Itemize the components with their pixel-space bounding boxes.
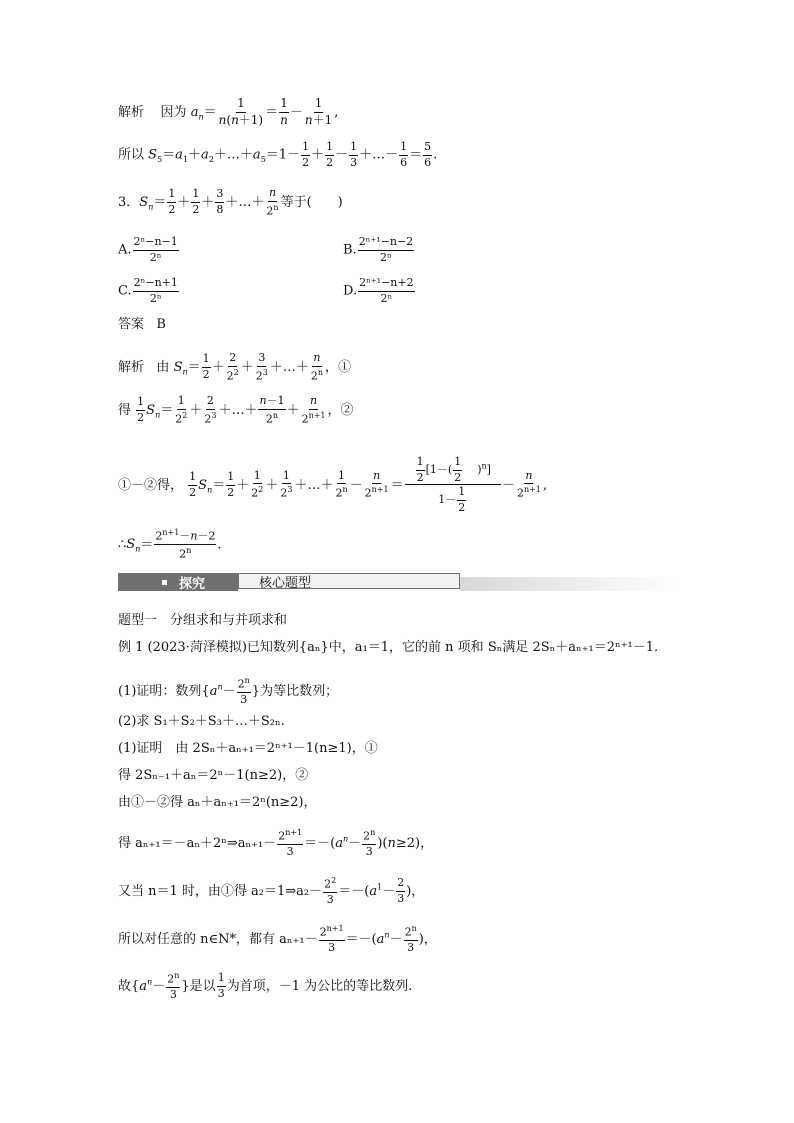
analysis-step-3: ①－②得， $\frac{1}{2}$ $S_n=$ $\frac{1}{2}$ ＋ $\frac{1}{2^2}$ ＋ $\frac{1}{2^3}$ ＋…＋ $\frac{1}{2^n}$ － $\frac{n}{2^{n+1}}$ ＝ $\frac{1}{2}$ [1－( $\frac{1}{2}$ )$^n$] 1－ $\frac{1}{2}$ － $\frac{n}{2^{n+1}}$ ,	[118, 455, 548, 514]
analysis-step-4: $\therefore S_n=$ $\frac{2^{n+1}-n-2}{2^n}$ .	[118, 528, 222, 561]
section-banner	[118, 573, 678, 591]
option-a[interactable]: A. $\frac{\text{2ⁿ−n−1}}{\text{2ⁿ}}$	[118, 235, 178, 264]
proof-line-7: 故{$a^n-$ $\frac{2^n}{3}$ }是以 $\frac{1}{3}$ 为首项，－1 为公比的等比数列.	[118, 971, 413, 1002]
question-number: 3．	[118, 194, 140, 210]
analysis-label: 解析	[118, 104, 145, 120]
square-bullet-icon	[162, 580, 167, 585]
part-1: (1)证明：数列{$a^n-$ $\frac{2^n}{3}$ }为等比数列；	[118, 676, 339, 707]
proof-line-1: (1)证明 由 2Sₙ＋aₙ₊₁＝2ⁿ⁺¹－1(n≥1)，①	[118, 741, 378, 756]
banner-gradient-rule	[460, 577, 678, 591]
analysis-step-1: 解析 由 $S_n=$ $\frac{1}{2}$ ＋ $\frac{2}{2^2}$ ＋ $\frac{3}{2^3}$ ＋…＋ $\frac{n}{2^n}$ ，①	[118, 351, 352, 383]
solution-line-2: 所以 $S_5=a_1+a_2+\dots+a_5=1-$ $\frac{1}{2}$ ＋ $\frac{1}{2}$ － $\frac{1}{3}$ ＋…－ $\frac{1}{6}$ ＝ $\frac{5}{6}$ .	[118, 140, 438, 169]
question-3-stem: 3．$S_n=$ $\frac{1}{2}$ ＋ $\frac{1}{2}$ ＋ $\frac{3}{8}$ ＋…＋ $\frac{n}{2^n}$ 等于( )	[118, 186, 343, 218]
banner-dark-tab: 探究	[118, 573, 238, 591]
analysis-step-2: 得 $\frac{1}{2}$ $S_n=$ $\frac{1}{2^2}$ ＋ $\frac{2}{2^3}$ ＋…＋ $\frac{n-1}{2^n}$ ＋ $\frac{n}{2^{n+1}}$ ，②	[118, 394, 354, 426]
proof-line-6: 所以对任意的 n∈N*，都有 aₙ₊₁－ $\frac{2^{n+1}}{3}$ $=-(a^n-$ $\frac{2^n}{3}$ )，	[118, 924, 437, 955]
option-c[interactable]: C. $\frac{\text{2ⁿ−n+1}}{\text{2ⁿ}}$	[118, 276, 178, 305]
answer-line: 答案 B	[118, 317, 166, 332]
proof-line-4: 得 aₙ₊₁＝－aₙ＋2ⁿ⇒aₙ₊₁－ $\frac{2^{n+1}}{3}$ $=-(a^n-$ $\frac{2^n}{3}$ )(n≥2)，	[118, 828, 434, 859]
part-2: (2)求 S₁＋S₂＋S₃＋…＋S₂ₙ.	[118, 714, 285, 729]
solution-line-1: 解析 因为 $a_n=$ $\frac{1}{n(n+1)}$ ＝ $\frac{1}{n}$ － $\frac{1}{n+1}$ ,	[118, 96, 339, 127]
option-b[interactable]: B. $\frac{\text{2ⁿ⁺¹−n−2}}{\text{2ⁿ}}$	[343, 235, 414, 264]
proof-line-2: 得 2Sₙ₋₁＋aₙ＝2ⁿ－1(n≥2)，②	[118, 768, 309, 783]
type-title: 题型一 分组求和与并项求和	[118, 613, 288, 628]
example-statement: 例 1 (2023·菏泽模拟)已知数列{aₙ}中，a₁＝1，它的前 n 项和 Sₙ满足 2Sₙ＋aₙ₊₁＝2ⁿ⁺¹－1.	[118, 640, 659, 655]
proof-line-5: 又当 n＝1 时，由①得 a₂＝1⇒a₂－ $\frac{2^2}{3}$ $=-(a^1-$ $\frac{2}{3}$ )，	[118, 876, 425, 907]
answer-value: B	[156, 317, 166, 332]
proof-line-3: 由①－②得 aₙ＋aₙ₊₁＝2ⁿ(n≥2)，	[118, 795, 317, 810]
banner-light-tab: 核心题型	[238, 573, 460, 589]
option-d[interactable]: D. $\frac{\text{2ⁿ⁺¹−n+2}}{\text{2ⁿ}}$	[343, 276, 414, 305]
